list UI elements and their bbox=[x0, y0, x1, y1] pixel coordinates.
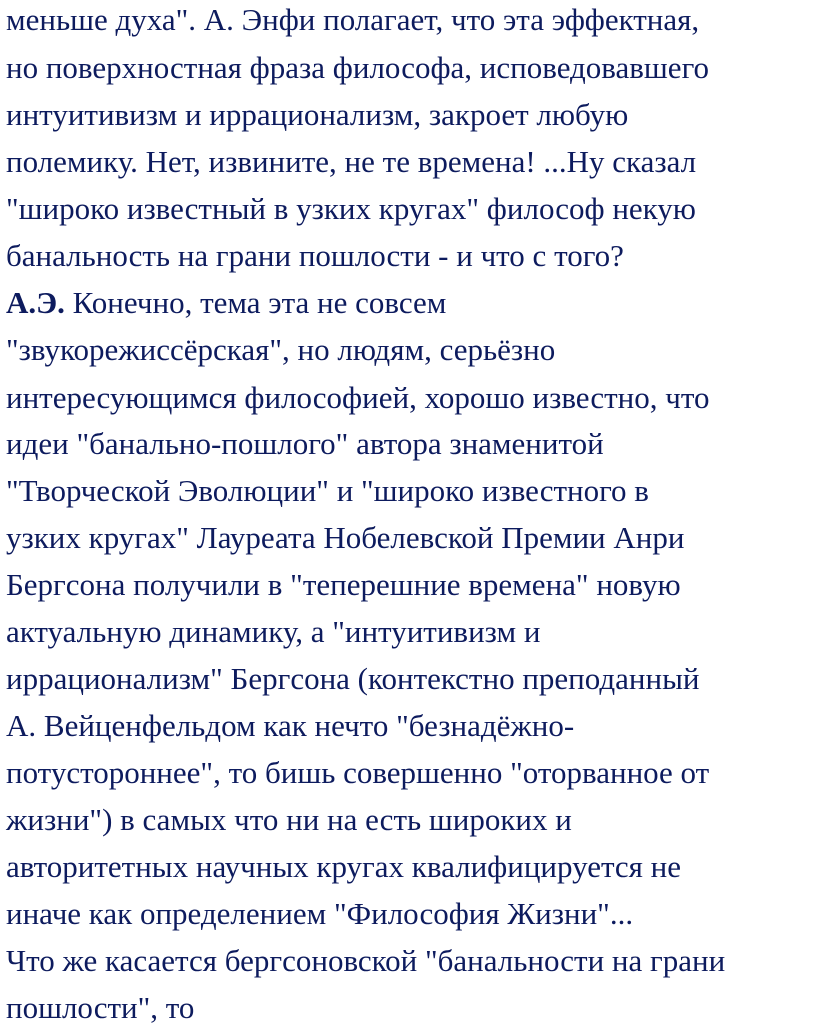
text-line: Что же касается бергсоновской "банальности на грани bbox=[6, 943, 726, 978]
text-line: авторитетных научных кругах квалифицируется не bbox=[6, 849, 682, 884]
text-line: иначе как определением "Философия Жизни"... bbox=[6, 896, 634, 931]
text-line: но поверхностная фраза философа, исповедовавшего bbox=[6, 50, 710, 85]
text-line: полемику. Нет, извините, не те времена! ...Ну сказал bbox=[6, 144, 697, 179]
text-line: "широко известный в узких кругах" философ некую bbox=[6, 191, 696, 226]
text-line: иррационализм" Бергсона (контекстно преподанный bbox=[6, 661, 700, 696]
speaker-label: А.Э. bbox=[6, 285, 65, 320]
text-line: идеи "банально-пошлого" автора знаменитой bbox=[6, 426, 604, 461]
text-line: Бергсона получили в "теперешние времена" новую bbox=[6, 567, 681, 602]
text-line: интересующимся философией, хорошо известно, что bbox=[6, 380, 710, 415]
text-line: "звукорежиссёрская", но людям, серьёзно bbox=[6, 332, 556, 367]
text-line: актуальную динамику, а "интуитивизм и bbox=[6, 614, 541, 649]
text-line: потустороннее", то бишь совершенно "оторванное от bbox=[6, 755, 710, 790]
text-line: меньше духа". А. Энфи полагает, что эта эффектная, bbox=[6, 2, 700, 37]
text-line: "Творческой Эволюции" и "широко известного в bbox=[6, 473, 649, 508]
speaker-line bbox=[6, 285, 446, 321]
text-line: узких кругах" Лауреата Нобелевской Премии Анри bbox=[6, 520, 685, 555]
text-line: интуитивизм и иррационализм, закроет любую bbox=[6, 97, 629, 132]
text-line: жизни") в самых что ни на есть широких и bbox=[6, 802, 572, 837]
text-line: Конечно, тема эта не совсем bbox=[72, 285, 447, 320]
text-line: А. Вейценфельдом как нечто "безнадёжно- bbox=[6, 708, 575, 743]
text-line: банальность на грани пошлости - и что с того? bbox=[6, 238, 624, 273]
text-line: пошлости", то bbox=[6, 990, 195, 1025]
